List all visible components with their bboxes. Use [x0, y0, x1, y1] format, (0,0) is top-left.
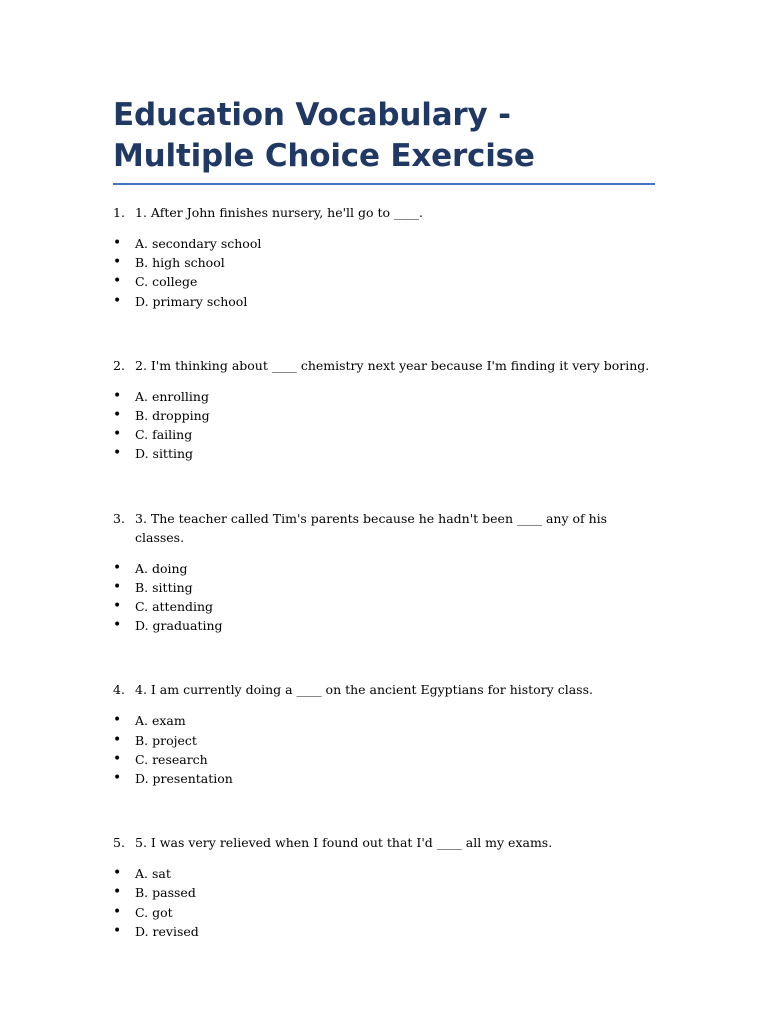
- option-text: C. got: [135, 904, 173, 920]
- bullet-icon: •: [113, 598, 122, 615]
- options-list: [113, 387, 655, 464]
- question-spacer: [113, 311, 655, 356]
- option-text: D. graduating: [135, 618, 223, 634]
- option-item: [113, 769, 655, 788]
- bullet-icon: •: [113, 731, 122, 748]
- bullet-icon: •: [113, 254, 122, 271]
- question-line: [113, 509, 655, 547]
- option-text: A. sat: [135, 866, 171, 882]
- option-item: [113, 253, 655, 272]
- bullet-icon: •: [113, 712, 122, 729]
- question-1: [113, 203, 655, 311]
- option-text: B. sitting: [135, 579, 193, 595]
- bullet-icon: •: [113, 407, 122, 424]
- option-text: D. sitting: [135, 446, 194, 462]
- question-line: [113, 356, 655, 375]
- option-item: [113, 731, 655, 750]
- bullet-icon: •: [113, 903, 122, 920]
- bullet-icon: •: [113, 578, 122, 595]
- question-spacer: [113, 635, 655, 680]
- title-divider: [113, 183, 655, 185]
- option-text: D. revised: [135, 923, 199, 939]
- options-list: [113, 711, 655, 788]
- options-list: [113, 559, 655, 636]
- option-text: C. failing: [135, 427, 193, 443]
- option-item: [113, 903, 655, 922]
- option-item: [113, 578, 655, 597]
- options-list: [113, 864, 655, 941]
- option-item: [113, 864, 655, 883]
- bullet-icon: •: [113, 445, 122, 462]
- option-text: C. research: [135, 751, 208, 767]
- question-number: 3.: [113, 510, 125, 526]
- option-text: B. high school: [135, 255, 225, 271]
- bullet-icon: •: [113, 865, 122, 882]
- page-title: Education Vocabulary - Multiple Choice Exercise: [113, 97, 535, 174]
- question-line: [113, 833, 655, 852]
- option-text: A. enrolling: [135, 388, 209, 404]
- option-item: [113, 406, 655, 425]
- bullet-icon: •: [113, 617, 122, 634]
- question-number: 5.: [113, 835, 125, 851]
- question-text: 1. After John finishes nursery, he'll go to ____.: [135, 205, 424, 220]
- option-text: C. attending: [135, 599, 214, 615]
- option-text: B. project: [135, 732, 197, 748]
- option-text: A. exam: [135, 713, 186, 729]
- option-text: D. presentation: [135, 771, 233, 787]
- question-text: 5. I was very relieved when I found out that I'd ____ all my exams.: [135, 835, 553, 851]
- question-spacer: [113, 464, 655, 509]
- options-list: [113, 234, 655, 311]
- option-item: [113, 750, 655, 769]
- bullet-icon: •: [113, 750, 122, 767]
- option-text: D. primary school: [135, 293, 248, 309]
- option-item: [113, 616, 655, 635]
- option-item: [113, 559, 655, 578]
- option-item: [113, 597, 655, 616]
- bullet-icon: •: [113, 292, 122, 309]
- option-text: B. passed: [135, 885, 196, 901]
- option-item: [113, 883, 655, 902]
- option-item: [113, 387, 655, 406]
- bullet-icon: •: [113, 235, 122, 251]
- bullet-icon: •: [113, 426, 122, 443]
- bullet-icon: •: [113, 387, 122, 404]
- option-item: [113, 234, 655, 253]
- bullet-icon: •: [113, 559, 122, 576]
- question-2: [113, 356, 655, 464]
- question-line: [113, 203, 655, 222]
- question-3: [113, 509, 655, 636]
- question-line: [113, 680, 655, 699]
- question-number: 1.: [113, 205, 125, 220]
- question-spacer: [113, 788, 655, 833]
- question-text: 4. I am currently doing a ____ on the ancient Egyptians for history class.: [135, 682, 593, 698]
- question-text: 3. The teacher called Tim's parents because he hadn't been ____ any of his classes.: [135, 510, 608, 545]
- option-text: A. doing: [135, 560, 188, 576]
- question-number: 2.: [113, 357, 125, 373]
- option-text: B. dropping: [135, 408, 210, 424]
- question-number: 4.: [113, 682, 125, 698]
- option-item: [113, 292, 655, 311]
- bullet-icon: •: [113, 770, 122, 787]
- option-item: [113, 711, 655, 730]
- option-item: [113, 272, 655, 291]
- option-item: [113, 922, 655, 941]
- bullet-icon: •: [113, 922, 122, 939]
- option-text: C. college: [135, 274, 198, 290]
- bullet-icon: •: [113, 273, 122, 290]
- question-4: [113, 680, 655, 788]
- bullet-icon: •: [113, 884, 122, 901]
- option-item: [113, 444, 655, 463]
- option-item: [113, 425, 655, 444]
- option-text: A. secondary school: [135, 236, 262, 251]
- question-text: 2. I'm thinking about ____ chemistry next year because I'm finding it very boring.: [135, 357, 650, 373]
- document-page: [113, 95, 655, 941]
- question-5: [113, 833, 655, 941]
